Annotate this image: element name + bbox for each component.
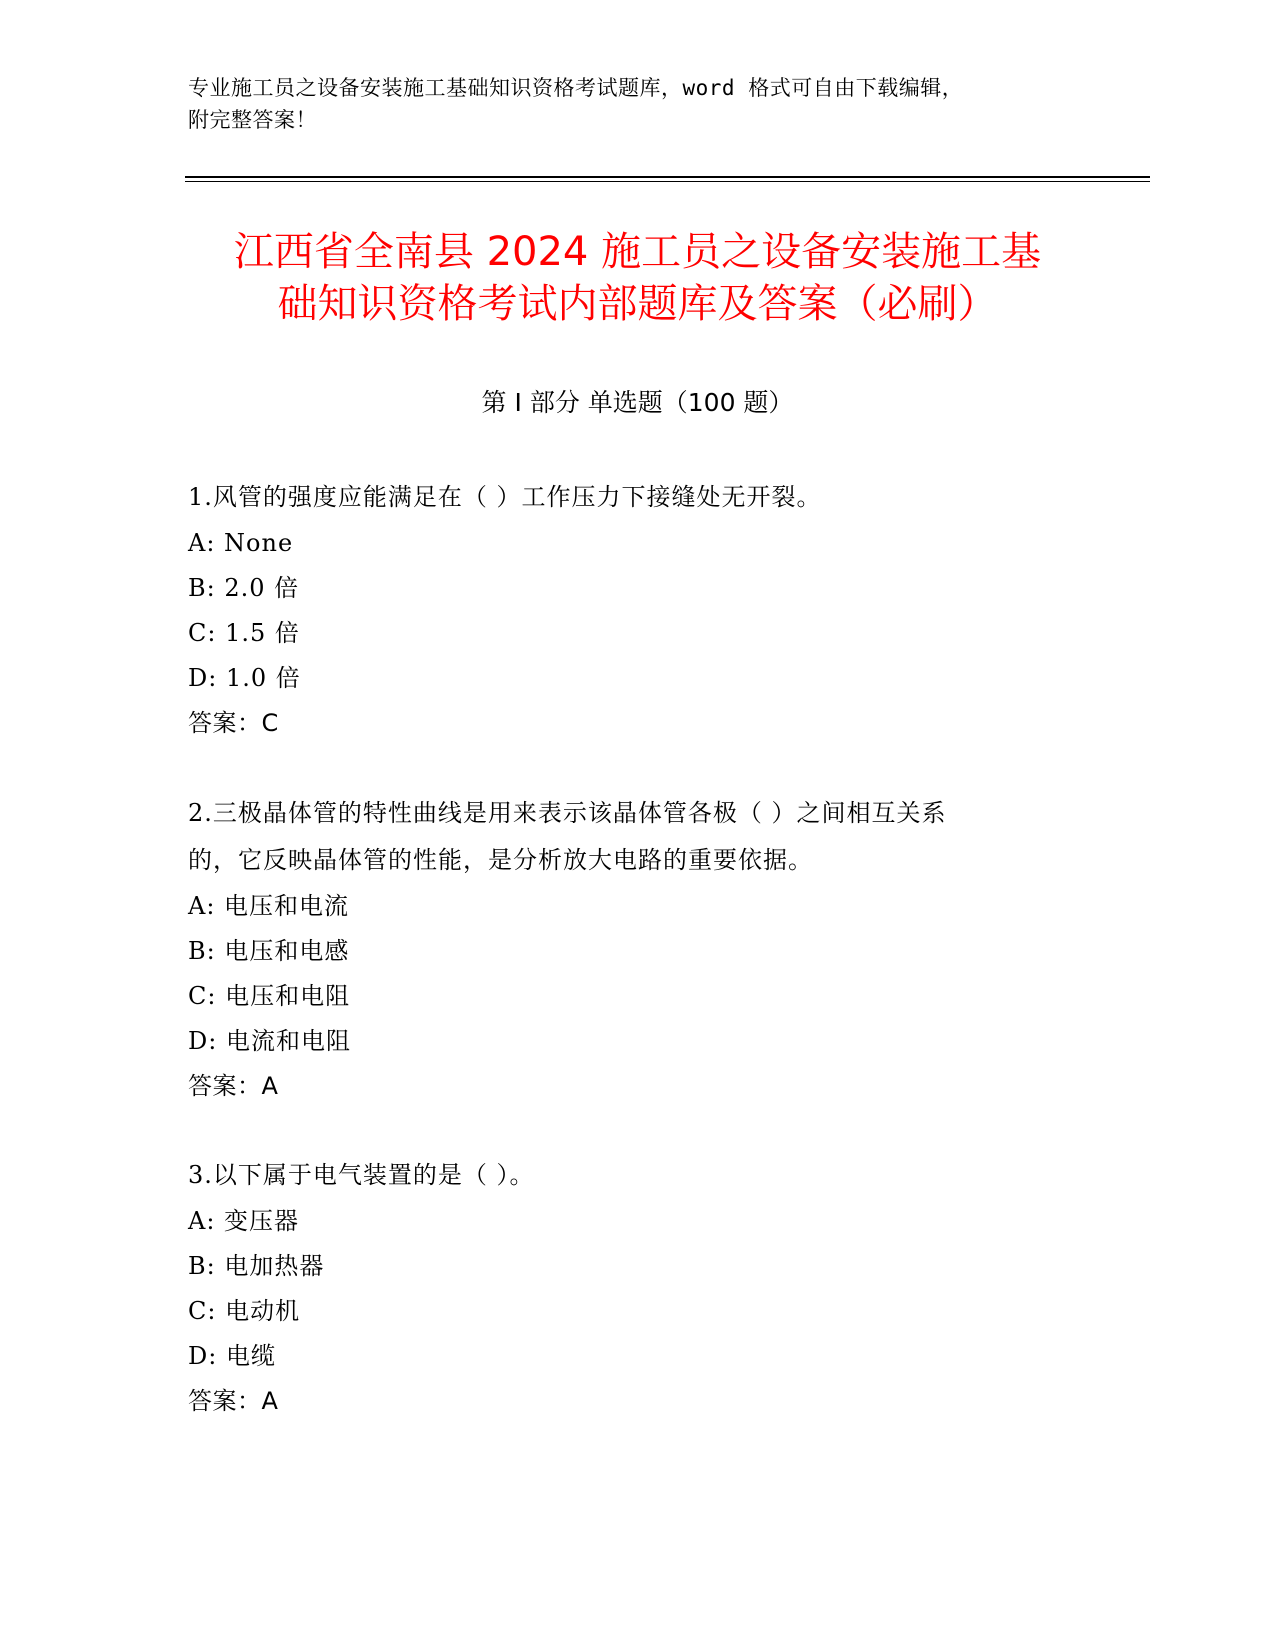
question-2-option-b: B: 电压和电感 <box>188 937 350 965</box>
question-1-stem: 1.风管的强度应能满足在（ ）工作压力下接缝处无开裂。 <box>188 483 822 511</box>
question-2-option-a: A: 电压和电流 <box>188 892 350 920</box>
question-1-option-d: D: 1.0 倍 <box>188 664 301 692</box>
section-heading: 第 I 部分 单选题（100 题） <box>481 388 794 417</box>
question-3-option-c: C: 电动机 <box>188 1297 301 1325</box>
question-1-answer: 答案：C <box>188 709 279 737</box>
question-2-option-d: D: 电流和电阻 <box>188 1027 351 1055</box>
document-title <box>150 226 1125 330</box>
question-2 <box>188 790 1088 1109</box>
question-2-answer: 答案：A <box>188 1072 279 1100</box>
question-3-stem: 3.以下属于电气装置的是（ ）。 <box>188 1161 535 1189</box>
header-divider-thin <box>185 181 1150 182</box>
question-3-option-a: A: 变压器 <box>188 1207 300 1235</box>
question-2-stem-line-2: 的，它反映晶体管的性能，是分析放大电路的重要依据。 <box>188 846 813 874</box>
header-divider-thick <box>185 176 1150 178</box>
document-title-line-1: 江西省全南县 2024 施工员之设备安装施工基 <box>233 229 1042 275</box>
question-1-option-c: C: 1.5 倍 <box>188 619 300 647</box>
question-2-stem-line-1: 2.三极晶体管的特性曲线是用来表示该晶体管各极（ ）之间相互关系 <box>188 799 947 827</box>
question-2-option-c: C: 电压和电阻 <box>188 982 351 1010</box>
question-3-answer: 答案：A <box>188 1387 279 1415</box>
question-1-option-a: A: None <box>188 529 294 557</box>
question-1-option-b: B: 2.0 倍 <box>188 574 300 602</box>
question-1 <box>188 474 1088 746</box>
document-title-line-2: 础知识资格考试内部题库及答案（必刷） <box>277 281 998 327</box>
question-3-option-d: D: 电缆 <box>188 1342 276 1370</box>
question-3 <box>188 1152 1088 1424</box>
header-note-line-1: 专业施工员之设备安装施工基础知识资格考试题库，word 格式可自由下载编辑， <box>188 76 964 100</box>
header-note <box>188 72 1088 136</box>
question-3-option-b: B: 电加热器 <box>188 1252 325 1280</box>
header-note-line-2: 附完整答案！ <box>188 108 317 132</box>
